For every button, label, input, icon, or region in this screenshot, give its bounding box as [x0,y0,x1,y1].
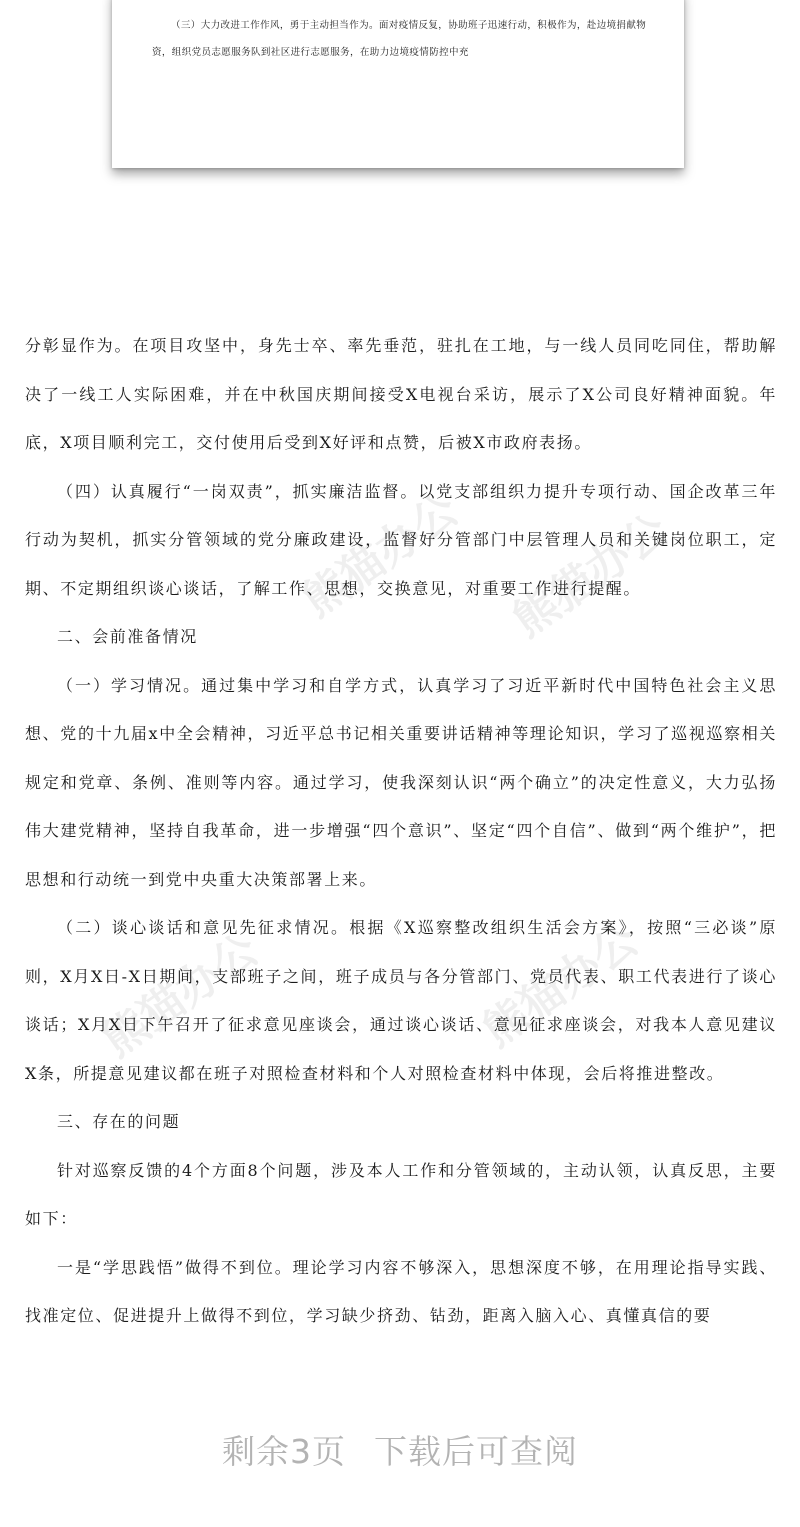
heading-meeting-preparation: 二、会前准备情况 [57,627,198,646]
download-to-view-label: 下载后可查阅 [374,1432,578,1471]
watermark: 熊猫办公 [503,504,678,648]
paragraph-talks: （二）谈心谈话和意见先征求情况。根据《X巡察整改组织生活会方案》，按照“三必谈”原则，X月X日-X日期间，支部班子之间，班子成员与各分管部门、党员代表、职工代表进行了谈心谈话；X月X日下午召开了征求意见座谈会，通过谈心谈话、意见征求座谈会，对我本人意见建议X条，所提意见建议都在班子对照检查材料和个人对照检查材料中体现，会后将推进整改。 [25,918,777,1083]
preview-paragraph: （三）大力改进工作作风，勇于主动担当作为。面对疫情反复，协助班子迅速行动，积极作为，赴边境捐献物资，组织党员志愿服务队到社区进行志愿服务，在助力边境疫情防控中充 [152,20,647,58]
remaining-pages-notice[interactable] [0,1426,800,1473]
document-page-preview [112,0,684,168]
heading-existing-problems: 三、存在的问题 [57,1112,181,1131]
watermark: 熊猫办公 [473,914,648,1058]
remaining-pages-label: 剩余3页 [222,1432,346,1471]
paragraph-study: （一）学习情况。通过集中学习和自学方式，认真学习了习近平新时代中国特色社会主义思想、党的十九届x中全会精神，习近平总书记相关重要讲话精神等理论知识，学习了巡视巡察相关规定和党章、条例、准则等内容。通过学习，使我深刻认识“两个确立”的决定性意义，大力弘扬伟大建党精神，坚持自我革命，进一步增强“四个意识”、坚定“四个自信”、做到“两个维护”，把思想和行动统一到党中央重大决策部署上来。 [25,675,777,889]
watermark: 熊猫办公 [93,924,268,1068]
paragraph-problems-intro: 针对巡察反馈的4个方面8个问题，涉及本人工作和分管领域的，主动认领，认真反思，主要如下： [25,1160,777,1228]
watermark: 熊猫办公 [293,484,468,628]
document-body [25,322,777,1341]
paragraph-continuation: 分彰显作为。在项目攻坚中，身先士卒、率先垂范，驻扎在工地，与一线人员同吃同住，帮助解决了一线工人实际困难，并在中秋国庆期间接受X电视台采访，展示了X公司良好精神面貌。年底，X项目顺利完工，交付使用后受到X好评和点赞，后被X市政府表扬。 [25,336,777,452]
paragraph-problem-one: 一是“学思践悟”做得不到位。理论学习内容不够深入，思想深度不够，在用理论指导实践、找准定位、促进提升上做得不到位，学习缺少挤劲、钻劲，距离入脑入心、真懂真信的要 [25,1257,777,1325]
paragraph-section-four: （四）认真履行“一岗双责”，抓实廉洁监督。以党支部组织力提升专项行动、国企改革三年行动为契机，抓实分管领域的党分廉政建设，监督好分管部门中层管理人员和关键岗位职工，定期、不定期组织谈心谈话，了解工作、思想，交换意见，对重要工作进行提醒。 [25,481,777,598]
